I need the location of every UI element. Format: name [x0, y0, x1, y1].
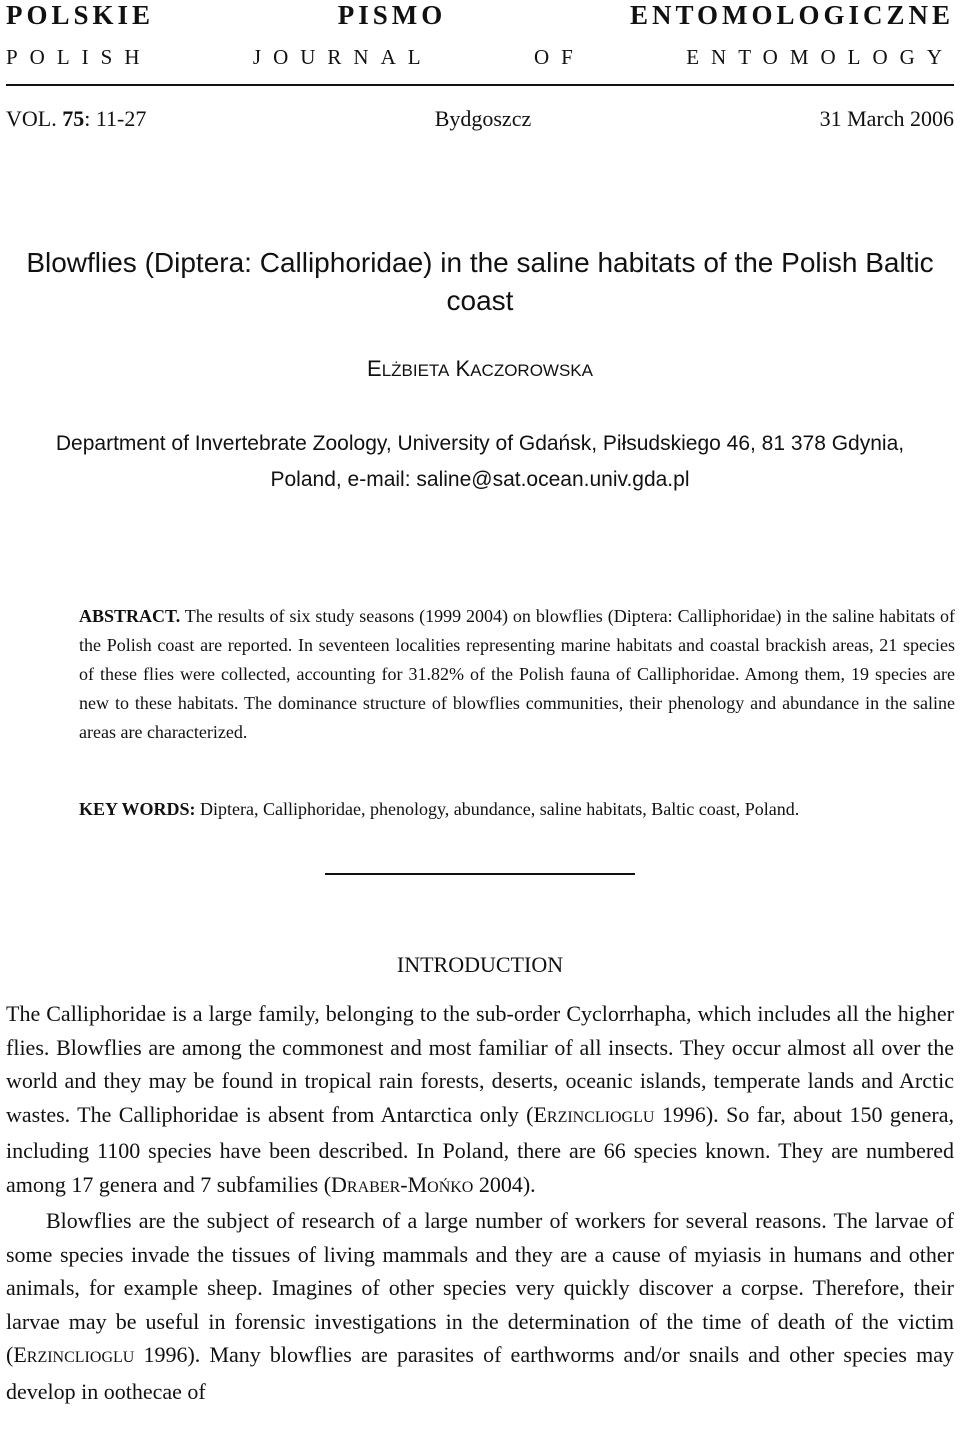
article-author — [0, 354, 960, 386]
paragraph-text: 1996). So far, about 150 genera, including 1100 species have been described. In Poland, there are 66 species known. They are numbered among 17 genera and 7 subfamilies ( — [6, 1101, 954, 1197]
journal-title-word: ENTOMOLOGICZNE — [629, 0, 954, 30]
paragraph — [6, 1204, 954, 1408]
abstract-text: The results of six study seasons (1999 2004) on blowflies (Diptera: Calliphoridae) in the saline habitats of the Polish coast are reported. In seventeen localities representing marine habitats and coastal brackish areas, 21 species of these flies were collected, accounting for 31.82% of the Polish fauna of Calliphoridae. Among them, 19 species are new to these habitats. The dominance structure of blowflies communities, their phenology and abundance in the saline areas are characterized. — [79, 606, 955, 742]
keywords-label: KEY WORDS: — [79, 799, 196, 819]
citation-rest: RZINCLIOGLU — [546, 1108, 655, 1126]
introduction-body — [6, 997, 954, 1408]
article-title: Blowflies (Diptera: Calliphoridae) in the saline habitats of the Polish Baltic coast — [26, 247, 934, 316]
paragraph-text: 2004). — [473, 1171, 536, 1197]
citation-initial: E — [533, 1101, 547, 1127]
author-initial: K — [455, 356, 471, 381]
author-name-rest: ACZOROWSKA — [470, 361, 593, 380]
volume-label: VOL. — [6, 106, 57, 131]
abstract-label: ABSTRACT. — [79, 606, 181, 626]
citation-author — [331, 1172, 473, 1197]
citation-rest: RABER — [346, 1178, 401, 1196]
citation-initial: M — [407, 1171, 428, 1197]
publication-city: Bydgoszcz — [434, 106, 532, 131]
citation-author — [13, 1342, 134, 1367]
keywords — [79, 795, 955, 824]
paragraph-text: Blowflies are the subject of research of a large number of workers for several reasons. The larvae of some species invade the tissues of living mammals and they are a cause of myiasis in humans and other animals, for example sheep. Imagines of other species very quickly discover a corpse. Therefore, their larvae may be useful in forensic investigations in the determination of the time of death of the victim ( — [6, 1208, 954, 1367]
journal-title-polish — [6, 0, 954, 30]
journal-title-word: POLISH — [6, 45, 152, 69]
volume-info — [6, 104, 146, 134]
journal-title-word: OF — [533, 45, 585, 69]
citation-author — [533, 1102, 654, 1127]
citation-rest: RZINCLIOGLU — [26, 1349, 135, 1366]
author-affiliation: Department of Invertebrate Zoology, University of Gdańsk, Piłsudskiego 46, 81 378 Gdynia, Poland, e-mail: saline@sat.ocean.univ.gda.pl — [55, 432, 905, 491]
citation-initial: E — [13, 1342, 27, 1367]
paragraph — [6, 997, 954, 1204]
publication-date: 31 March 2006 — [819, 106, 954, 131]
author-name-rest: LŻBIETA — [381, 361, 450, 380]
citation-initial: D — [331, 1171, 347, 1197]
page-range: : 11-27 — [84, 106, 147, 131]
section-separator — [325, 873, 635, 875]
journal-title-english — [6, 42, 954, 72]
introduction-heading: INTRODUCTION — [396, 952, 564, 977]
journal-title-word: ENTOMOLOGY — [686, 45, 954, 69]
keywords-text: Diptera, Calliphoridae, phenology, abundance, saline habitats, Baltic coast, Poland. — [200, 799, 800, 819]
citation-rest: OŃKO — [427, 1178, 474, 1196]
volume-number: 75 — [62, 106, 85, 131]
issue-info — [6, 104, 954, 134]
paragraph-text: 1996). Many blowflies are parasites of earthworms and/or snails and other species may develop in oothecae of — [6, 1342, 954, 1404]
citation-separator: - — [400, 1171, 408, 1197]
header-rule — [6, 84, 954, 86]
journal-title-word: POLSKIE — [6, 0, 155, 30]
journal-title-word: PISMO — [337, 0, 447, 30]
abstract — [79, 602, 955, 747]
paragraph-text: The Calliphoridae is a large family, belonging to the sub-order Cyclorrhapha, which includes all the higher flies. Blowflies are among the commonest and most familiar of all insects. They occur almost all over the world and they may be found in tropical rain forests, deserts, oceanic islands, temperate lands and Arctic wastes. The Calliphoridae is absent from Antarctica only ( — [6, 1001, 954, 1127]
journal-title-word: JOURNAL — [252, 45, 433, 69]
author-initial: E — [367, 356, 382, 381]
